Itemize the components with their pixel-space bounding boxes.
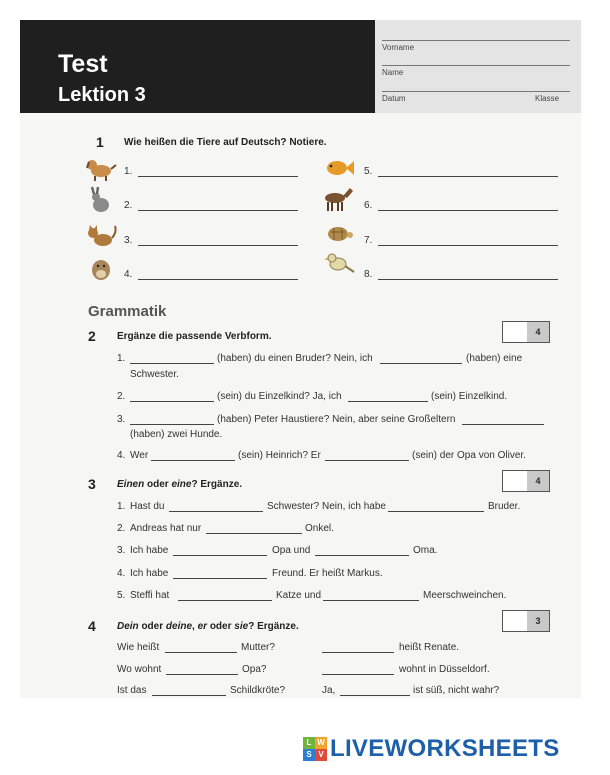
ex4-text: heißt Renate.	[399, 642, 460, 653]
worksheet-page	[20, 20, 581, 698]
ex2-text: (haben) du einen Bruder? Nein, ich	[217, 353, 373, 364]
ex1-item-number: 4.	[124, 269, 133, 280]
ex3-blank[interactable]	[173, 555, 267, 556]
ex2-blank[interactable]	[462, 424, 544, 425]
ex4-text: wohnt in Düsseldorf.	[399, 664, 490, 675]
ex2-blank[interactable]	[151, 460, 235, 461]
ex3-blank[interactable]	[388, 511, 484, 512]
ex2-text: (sein) der Opa von Oliver.	[412, 450, 526, 461]
ex3-row-number: 2.	[117, 523, 126, 534]
logo-letter: L	[303, 737, 315, 749]
ex2-blank[interactable]	[130, 363, 214, 364]
ex3-oder: oder	[144, 479, 172, 490]
exercise-1-instruction: Wie heißen die Tiere auf Deutsch? Notiere.	[124, 137, 327, 148]
ex4-blank[interactable]	[322, 652, 394, 653]
ex3-end: ? Ergänze.	[191, 479, 243, 490]
ex1-item-number: 1.	[124, 166, 133, 177]
ex1-answer-4[interactable]	[138, 279, 298, 280]
ex4-text: Schildkröte?	[230, 685, 286, 696]
logo-text: LIVEWORKSHEETS	[330, 735, 560, 762]
ex2-row-number: 1.	[117, 353, 126, 364]
ex4-text: ist süß, nicht wahr?	[413, 685, 500, 696]
ex1-answer-3[interactable]	[138, 245, 298, 246]
ex3-text: Ich habe	[130, 545, 169, 556]
ex3-text: Bruder.	[488, 501, 521, 512]
score-points: 3	[527, 611, 549, 631]
horse-icon	[320, 184, 354, 212]
ex2-text: (haben) Peter Haustiere? Nein, aber seine Großeltern	[217, 414, 456, 425]
ex2-text: (sein) Einzelkind.	[431, 391, 508, 402]
ex4-text: Ja,	[322, 685, 336, 696]
liveworksheets-logo[interactable]	[303, 735, 560, 763]
score-box	[502, 610, 550, 632]
logo-grid-icon	[303, 737, 327, 761]
ex2-text: (haben) zwei Hunde.	[130, 429, 223, 440]
ex3-text: Andreas hat nur	[130, 523, 202, 534]
ex4-italic: deine	[165, 621, 193, 632]
ex2-text: (sein) du Einzelkind? Ja, ich	[217, 391, 342, 402]
exercise-4-number: 4	[88, 618, 96, 634]
ex1-answer-5[interactable]	[378, 176, 558, 177]
ex4-text: Mutter?	[241, 642, 275, 653]
vorname-label: Vorname	[382, 43, 415, 52]
exercise-3-instruction	[117, 479, 242, 490]
ex3-text: Oma.	[413, 545, 438, 556]
header-banner	[20, 20, 375, 113]
ex3-row-number: 5.	[117, 590, 126, 601]
ex1-answer-2[interactable]	[138, 210, 298, 211]
score-box	[502, 321, 550, 343]
ex4-text: Wo wohnt	[117, 664, 162, 675]
ex3-italic-eine: eine	[171, 479, 192, 490]
bird-icon	[322, 250, 356, 278]
klasse-label: Klasse	[535, 94, 560, 103]
ex3-row-number: 3.	[117, 545, 126, 556]
ex1-item-number: 2.	[124, 200, 133, 211]
ex3-text: Opa und	[272, 545, 311, 556]
ex4-text: Ist das	[117, 685, 147, 696]
exercise-4-instruction	[117, 621, 299, 632]
name-line[interactable]	[382, 65, 570, 66]
ex1-answer-1[interactable]	[138, 176, 298, 177]
exercise-3-number: 3	[88, 476, 96, 492]
ex4-sep: ,	[192, 621, 198, 632]
ex3-text: Freund. Er heißt Markus.	[272, 568, 383, 579]
ex3-blank[interactable]	[173, 578, 267, 579]
ex3-italic-einen: Einen	[117, 479, 145, 490]
name-label: Name	[382, 68, 404, 77]
ex3-row-number: 1.	[117, 501, 126, 512]
ex1-item-number: 7.	[364, 235, 373, 246]
ex3-text: Katze und	[276, 590, 322, 601]
ex1-item-number: 8.	[364, 269, 373, 280]
ex2-blank[interactable]	[130, 424, 214, 425]
ex1-item-number: 5.	[364, 166, 373, 177]
logo-letter: S	[303, 749, 315, 761]
score-box	[502, 470, 550, 492]
ex4-sep: oder	[138, 621, 166, 632]
ex4-sep: oder	[207, 621, 235, 632]
ex3-blank[interactable]	[206, 533, 302, 534]
turtle-icon	[322, 220, 356, 248]
cat-icon	[84, 221, 118, 249]
ex3-text: Steffi hat	[130, 590, 170, 601]
datum-line[interactable]	[382, 91, 570, 92]
logo-letter: W	[315, 737, 327, 749]
score-points: 4	[527, 322, 549, 342]
exercise-2-number: 2	[88, 328, 96, 344]
ex4-italic: sie	[234, 621, 249, 632]
ex2-row-number: 3.	[117, 414, 126, 425]
ex2-text: (sein) Heinrich? Er	[238, 450, 321, 461]
fish-icon	[322, 154, 356, 182]
ex4-blank[interactable]	[166, 674, 238, 675]
ex4-blank[interactable]	[340, 695, 410, 696]
ex2-blank[interactable]	[325, 460, 409, 461]
ex2-text: (haben) eine	[466, 353, 523, 364]
ex2-blank[interactable]	[130, 401, 214, 402]
ex4-blank[interactable]	[322, 674, 394, 675]
student-info-box	[375, 20, 581, 113]
ex2-row-number: 4.	[117, 450, 126, 461]
ex1-item-number: 3.	[124, 235, 133, 246]
ex2-text: Wer	[130, 450, 149, 461]
section-title: Grammatik	[88, 303, 167, 320]
ex3-blank[interactable]	[315, 555, 409, 556]
ex4-text: Opa?	[242, 664, 267, 675]
ex3-text: Schwester? Nein, ich habe	[267, 501, 386, 512]
ex3-text: Ich habe	[130, 568, 169, 579]
exercise-1-number: 1	[96, 134, 104, 150]
logo-letter: V	[315, 749, 327, 761]
ex3-text: Meerschweinchen.	[423, 590, 507, 601]
hamster-icon	[84, 254, 118, 282]
vorname-line[interactable]	[382, 40, 570, 41]
score-points: 4	[527, 471, 549, 491]
ex2-blank[interactable]	[348, 401, 428, 402]
ex3-text: Onkel.	[305, 523, 334, 534]
rabbit-icon	[84, 186, 118, 214]
ex3-blank[interactable]	[169, 511, 263, 512]
ex1-answer-8[interactable]	[378, 279, 558, 280]
ex4-blank[interactable]	[165, 652, 237, 653]
ex4-italic: Dein	[117, 621, 139, 632]
ex4-text: Wie heißt	[117, 642, 160, 653]
ex2-text: Schwester.	[130, 369, 179, 380]
ex2-blank[interactable]	[380, 363, 462, 364]
ex4-italic: er	[197, 621, 208, 632]
ex3-blank[interactable]	[323, 600, 419, 601]
ex1-answer-7[interactable]	[378, 245, 558, 246]
exercise-2-instruction: Ergänze die passende Verbform.	[117, 331, 272, 342]
ex4-blank[interactable]	[152, 695, 226, 696]
datum-label: Datum	[382, 94, 406, 103]
ex3-blank[interactable]	[178, 600, 272, 601]
ex2-row-number: 2.	[117, 391, 126, 402]
ex3-row-number: 4.	[117, 568, 126, 579]
page-subtitle: Lektion 3	[58, 84, 146, 106]
dog-icon	[84, 154, 118, 182]
ex4-sep: ? Ergänze.	[248, 621, 299, 632]
ex3-text: Hast du	[130, 501, 165, 512]
page-title: Test	[58, 50, 108, 78]
ex1-item-number: 6.	[364, 200, 373, 211]
ex1-answer-6[interactable]	[378, 210, 558, 211]
